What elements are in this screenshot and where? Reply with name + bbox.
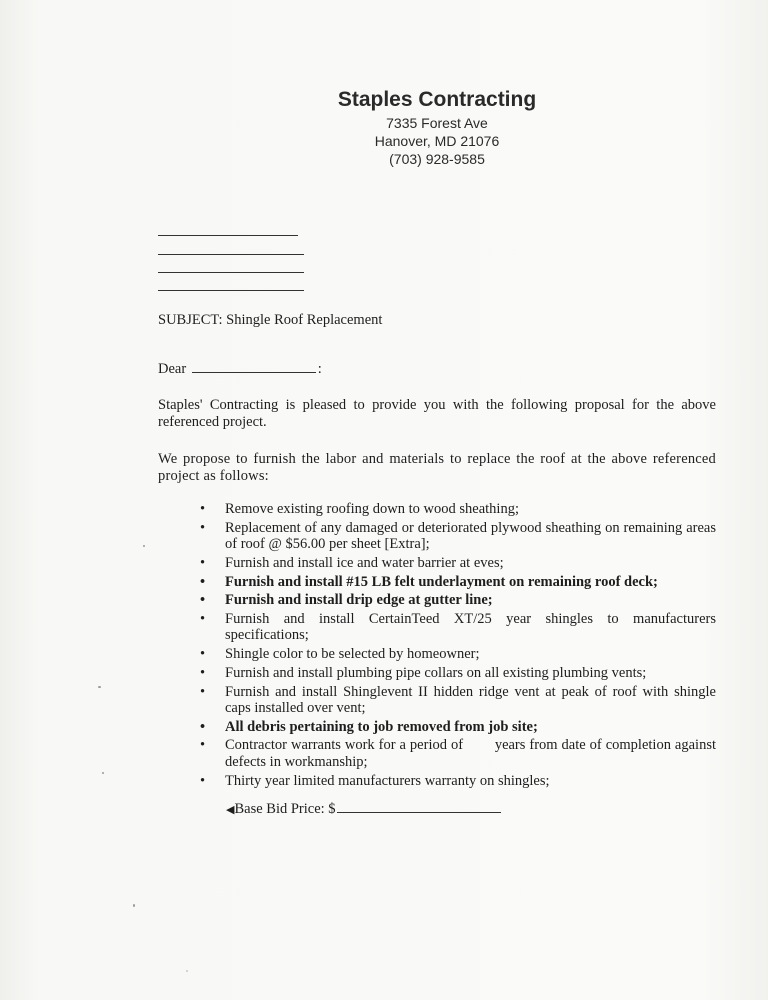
bullet-icon: • xyxy=(200,737,206,754)
proposal-paragraph: We propose to furnish the labor and materials to replace the roof at the above referenced project as follows: xyxy=(158,451,716,484)
list-item xyxy=(200,737,720,770)
bullet-icon: • xyxy=(200,592,206,609)
city-state-zip: Hanover, MD 21076 xyxy=(374,133,500,149)
list-item xyxy=(200,574,716,591)
scan-speck xyxy=(143,545,145,547)
list-item xyxy=(200,684,716,717)
list-item-text: Furnish and install drip edge at gutter line; xyxy=(225,592,493,609)
list-item-text: Contractor warrants work for a period of years from date of completion against defects in workmanship; xyxy=(225,737,720,770)
list-item-text: All debris pertaining to job removed from job site; xyxy=(225,718,538,735)
list-item xyxy=(200,555,716,572)
salutation xyxy=(158,360,322,378)
address-blank-line xyxy=(158,290,304,291)
intro-paragraph: Staples' Contracting is pleased to provide you with the following proposal for the above referenced project. xyxy=(158,397,716,430)
base-bid-price xyxy=(226,800,501,818)
list-item-text: Remove existing roofing down to wood sheathing; xyxy=(225,501,519,517)
bullet-icon: • xyxy=(200,664,206,681)
bullet-icon: • xyxy=(200,772,206,789)
list-item-text: Furnish and install Shinglevent II hidden ridge vent at peak of roof with shingle caps installed over vent; xyxy=(225,683,716,716)
arrow-left-icon: ◀ xyxy=(226,803,235,816)
address-blank-line xyxy=(158,272,304,273)
list-item-text: Furnish and install ice and water barrier at eves; xyxy=(225,554,504,571)
address-blank-line xyxy=(158,235,298,236)
bullet-icon: • xyxy=(200,646,206,663)
list-item-text: Furnish and install CertainTeed XT/25 year shingles to manufacturers specifications; xyxy=(225,610,716,644)
recipient-name-blank xyxy=(192,360,316,373)
list-item-text: Shingle color to be selected by homeowner; xyxy=(225,646,480,663)
bullet-icon: • xyxy=(200,573,206,590)
letterhead xyxy=(252,86,622,168)
list-item-text: Furnish and install plumbing pipe collars on all existing plumbing vents; xyxy=(225,664,647,681)
list-item xyxy=(200,611,716,644)
list-item xyxy=(200,773,716,790)
scan-speck xyxy=(102,772,104,774)
address-blank-line xyxy=(158,254,304,255)
bullet-icon: • xyxy=(200,501,206,517)
list-item-text: Thirty year limited manufacturers warranty on shingles; xyxy=(225,772,550,789)
list-item-text: Furnish and install #15 LB felt underlayment on remaining roof deck; xyxy=(225,573,658,590)
bullet-icon: • xyxy=(200,610,206,627)
bullet-icon: • xyxy=(200,718,206,735)
salutation-prefix: Dear xyxy=(158,361,187,377)
company-name: Staples Contracting xyxy=(337,88,537,111)
base-bid-label: Base Bid Price: $ xyxy=(234,801,336,817)
list-item xyxy=(200,719,716,736)
list-item-text: Replacement of any damaged or deteriorated plywood sheathing on remaining areas of roof @ $56.00 per sheet [Extra]; xyxy=(225,519,716,553)
phone-number: (703) 928-9585 xyxy=(389,151,485,167)
scan-speck xyxy=(98,686,101,688)
list-item xyxy=(200,665,716,682)
scan-speck xyxy=(133,904,135,907)
bullet-icon: • xyxy=(200,519,206,536)
salutation-colon: : xyxy=(317,361,322,377)
street-address: 7335 Forest Ave xyxy=(386,115,488,131)
scan-speck xyxy=(186,970,188,972)
list-item xyxy=(200,646,716,663)
scope-of-work-list xyxy=(200,501,720,789)
subject-line: SUBJECT: Shingle Roof Replacement xyxy=(158,312,383,328)
bullet-icon: • xyxy=(200,554,206,571)
list-item xyxy=(200,520,716,553)
list-item xyxy=(200,592,716,609)
list-item xyxy=(200,501,716,518)
bid-amount-blank xyxy=(337,800,501,813)
bullet-icon: • xyxy=(200,683,206,700)
